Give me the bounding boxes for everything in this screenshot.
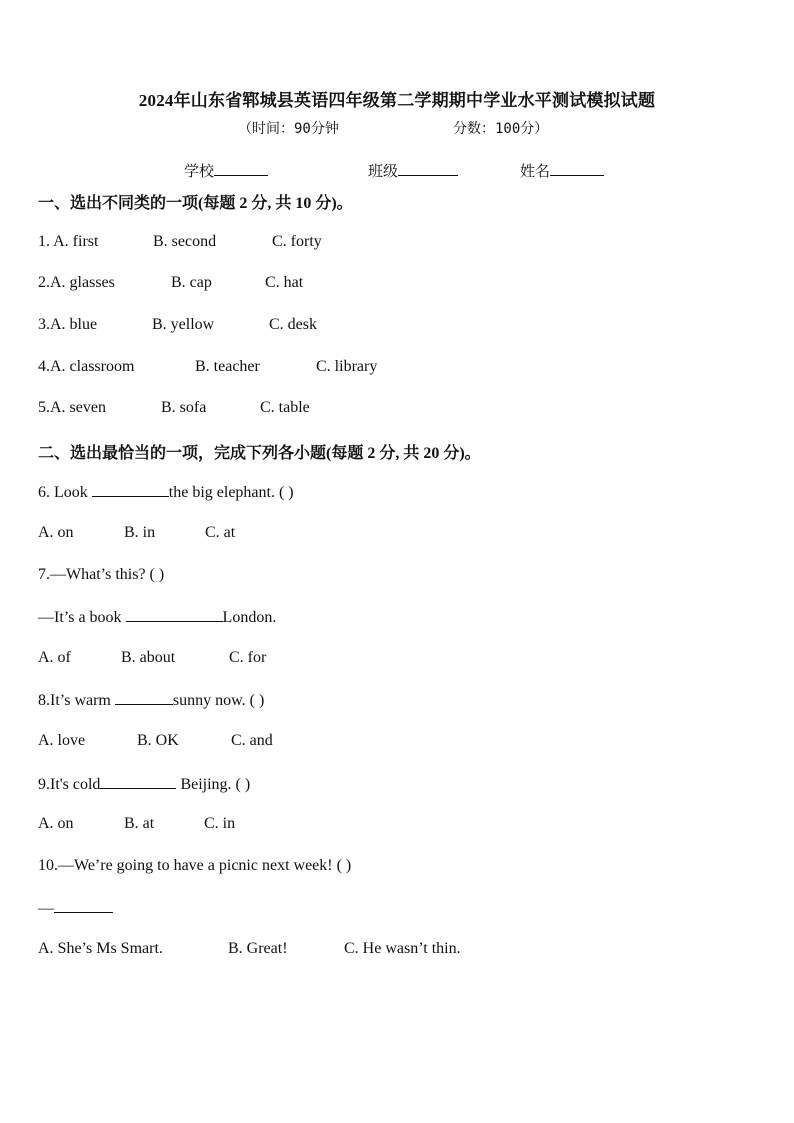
q7-text-start: —It’s a book xyxy=(38,609,126,626)
q7-option-b[interactable]: B. about xyxy=(121,649,176,666)
question-9-options xyxy=(38,815,235,833)
q5-option-c[interactable]: C. table xyxy=(260,399,310,416)
name-blank[interactable] xyxy=(550,161,604,176)
name-label: 姓名 xyxy=(520,164,551,180)
question-7 xyxy=(38,607,276,627)
question-2 xyxy=(38,274,303,292)
q7-option-c[interactable]: C. for xyxy=(229,649,267,666)
question-5 xyxy=(38,399,310,417)
q9-text-end: Beijing. ( ) xyxy=(176,776,251,793)
q9-option-c[interactable]: C. in xyxy=(204,815,236,832)
q10-blank[interactable] xyxy=(54,898,113,913)
q6-text-start: 6. Look xyxy=(38,484,92,501)
q8-text-end: sunny now. ( ) xyxy=(172,692,265,709)
question-7-options xyxy=(38,649,266,667)
class-field xyxy=(368,160,458,181)
q9-option-a[interactable]: A. on xyxy=(38,815,74,832)
q3-option-c[interactable]: C. desk xyxy=(269,316,317,333)
question-8 xyxy=(38,690,264,710)
question-1 xyxy=(38,233,322,251)
q2-option-c[interactable]: C. hat xyxy=(265,274,304,291)
question-4 xyxy=(38,358,377,376)
q8-option-a[interactable]: A. love xyxy=(38,732,86,749)
q7-blank[interactable] xyxy=(126,607,223,622)
question-6-options xyxy=(38,524,235,542)
section-1-heading: 一、选出不同类的一项(每题 2 分, 共 10 分)。 xyxy=(38,195,353,212)
q3-option-a[interactable]: 3.A. blue xyxy=(38,316,98,333)
q10-option-b[interactable]: B. Great! xyxy=(228,940,288,957)
q4-option-b[interactable]: B. teacher xyxy=(195,358,260,375)
q6-text-end: the big elephant. ( ) xyxy=(168,484,294,501)
q5-option-a[interactable]: 5.A. seven xyxy=(38,399,106,416)
q9-blank[interactable] xyxy=(100,774,176,789)
q6-blank[interactable] xyxy=(92,482,169,497)
q1-option-a[interactable]: 1. A. first xyxy=(38,233,99,250)
question-8-options xyxy=(38,732,273,750)
q2-option-b[interactable]: B. cap xyxy=(171,274,212,291)
q7-option-a[interactable]: A. of xyxy=(38,649,71,666)
q2-option-a[interactable]: 2.A. glasses xyxy=(38,274,115,291)
question-10-answer-line xyxy=(38,898,113,918)
q3-option-b[interactable]: B. yellow xyxy=(152,316,215,333)
class-blank[interactable] xyxy=(398,161,458,176)
q1-option-b[interactable]: B. second xyxy=(153,233,217,250)
q1-option-c[interactable]: C. forty xyxy=(272,233,322,250)
name-field xyxy=(520,160,604,181)
q6-option-b[interactable]: B. in xyxy=(124,524,156,541)
section-2-heading: 二、选出最恰当的一项，完成下列各小题(每题 2 分, 共 20 分)。 xyxy=(38,445,481,462)
q4-option-a[interactable]: 4.A. classroom xyxy=(38,358,135,375)
q7-text-end: London. xyxy=(222,609,277,626)
q8-option-c[interactable]: C. and xyxy=(231,732,273,749)
q8-option-b[interactable]: B. OK xyxy=(137,732,179,749)
question-6 xyxy=(38,482,294,502)
question-7-prompt: 7.—What’s this? ( ) xyxy=(38,566,165,583)
q4-option-c[interactable]: C. library xyxy=(316,358,378,375)
q5-option-b[interactable]: B. sofa xyxy=(161,399,207,416)
school-label: 学校 xyxy=(184,164,215,180)
q10-dash: — xyxy=(38,900,54,917)
school-blank[interactable] xyxy=(214,161,268,176)
q10-option-c[interactable]: C. He wasn’t thin. xyxy=(344,940,461,957)
q6-option-a[interactable]: A. on xyxy=(38,524,74,541)
school-field xyxy=(184,160,268,181)
q8-text-start: 8.It’s warm xyxy=(38,692,115,709)
question-9 xyxy=(38,774,250,794)
q8-blank[interactable] xyxy=(115,690,173,705)
exam-score: 分数：100分） xyxy=(453,121,549,137)
question-10-prompt: 10.—We’re going to have a picnic next week! ( ) xyxy=(38,857,352,874)
q6-option-c[interactable]: C. at xyxy=(205,524,236,541)
question-3 xyxy=(38,316,317,334)
page-title: 2024年山东省郓城县英语四年级第二学期期中学业水平测试模拟试题 xyxy=(138,91,656,110)
q9-option-b[interactable]: B. at xyxy=(124,815,155,832)
question-10-options xyxy=(38,940,461,958)
class-label: 班级 xyxy=(368,164,399,180)
q9-text-start: 9.It's cold xyxy=(38,776,101,793)
exam-time: （时间：90分钟 xyxy=(238,121,339,137)
q10-option-a[interactable]: A. She’s Ms Smart. xyxy=(38,940,163,957)
